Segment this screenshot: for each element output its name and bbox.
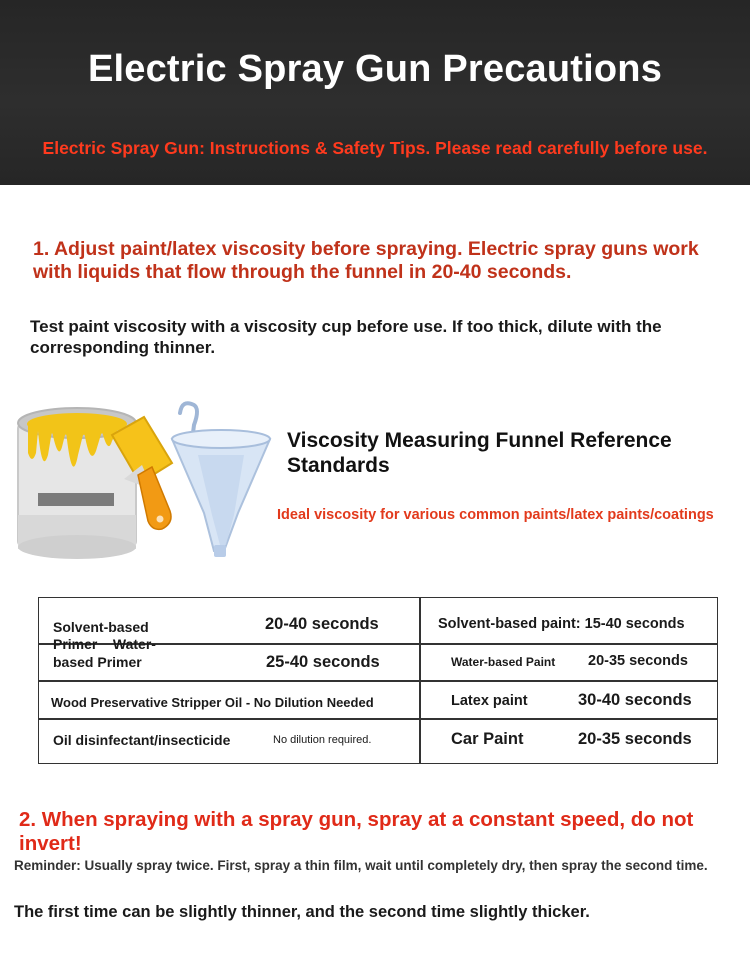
solvent-primer-time: 20-40 seconds <box>265 615 379 633</box>
spray-reminder: Reminder: Usually spray twice. First, spray a thin film, wait until completely dry, then spray the second time. <box>14 858 708 873</box>
section-1-note: Test paint viscosity with a viscosity cup before use. If too thick, dilute with the corresponding thinner. <box>30 317 662 357</box>
primer-line-3: based Primer <box>53 654 142 670</box>
latex-paint-label: Latex paint <box>451 693 528 709</box>
paint-illustration <box>12 395 282 570</box>
water-paint-label: Water-based Paint <box>451 655 556 669</box>
car-paint-label: Car Paint <box>451 730 524 748</box>
primer-line-1: Solvent-based <box>53 619 149 635</box>
wood-oil-row: Wood Preservative Stripper Oil - No Dilution Needed <box>51 695 374 710</box>
solvent-paint-row: Solvent-based paint: 15-40 seconds <box>438 616 685 632</box>
oil-disinfectant-label: Oil disinfectant/insecticide <box>53 732 231 748</box>
water-primer-time: 25-40 seconds <box>266 653 380 671</box>
table-divider <box>39 680 717 682</box>
page-subtitle: Electric Spray Gun: Instructions & Safety Tips. Please read carefully before use. <box>42 138 708 158</box>
latex-paint-time: 30-40 seconds <box>578 691 692 709</box>
reference-subtitle: Ideal viscosity for various common paints/latex paints/coatings <box>277 507 714 523</box>
section-2-heading: 2. When spraying with a spray gun, spray at a constant speed, do not invert! <box>19 808 694 855</box>
page-title: Electric Spray Gun Precautions <box>87 48 663 90</box>
table-divider <box>39 718 717 720</box>
reference-title: Viscosity Measuring Funnel Reference Standards <box>287 429 672 477</box>
section-1-heading: 1. Adjust paint/latex viscosity before spraying. Electric spray guns work with liquids that flow through the funnel in 20-40 seconds. <box>33 238 699 283</box>
car-paint-time: 20-35 seconds <box>578 730 692 748</box>
primer-line-2: Primer Water- <box>53 636 156 652</box>
water-paint-time: 20-35 seconds <box>588 653 688 669</box>
viscosity-table <box>38 597 718 764</box>
viscosity-funnel-icon <box>172 403 270 557</box>
header-banner <box>0 0 750 185</box>
oil-disinfectant-note: No dilution required. <box>273 734 372 746</box>
final-note: The first time can be slightly thinner, and the second time slightly thicker. <box>14 903 590 921</box>
